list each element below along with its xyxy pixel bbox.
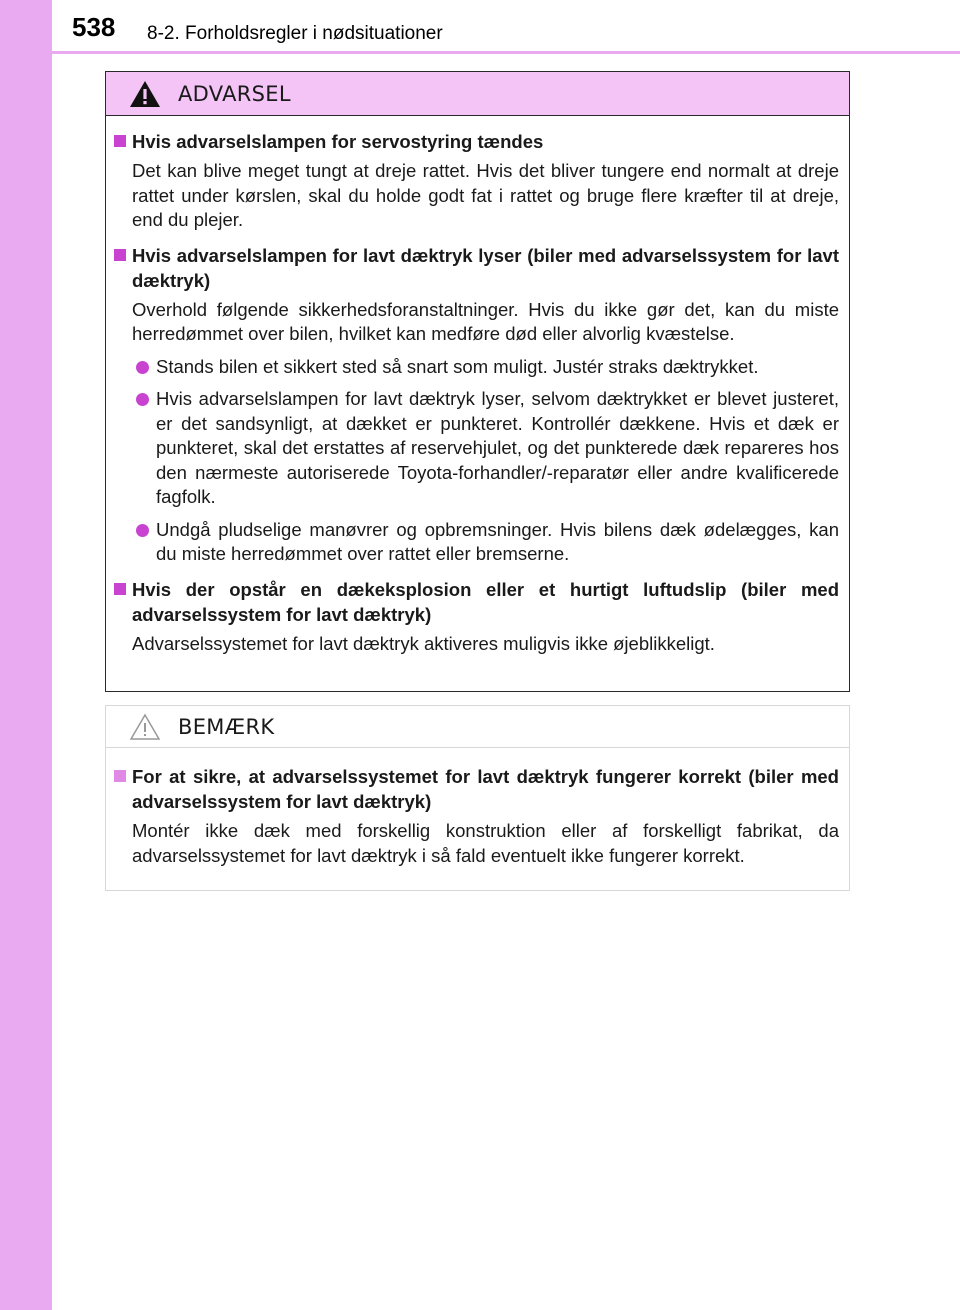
item-text: Advarselssystemet for lavt dæktryk aktiveres muligvis ikke øjeblikkeligt. xyxy=(132,632,715,654)
warning-triangle-filled-icon xyxy=(128,79,162,109)
warning-item xyxy=(112,243,839,567)
item-title: Hvis advarselslampen for servostyring tændes xyxy=(132,131,544,152)
note-box xyxy=(105,705,850,891)
side-color-band xyxy=(0,0,52,1310)
circle-bullet-icon xyxy=(136,361,149,374)
bullet-item xyxy=(112,355,839,380)
note-item xyxy=(112,764,839,868)
bullet-text: Stands bilen et sikkert sted så snart som muligt. Justér straks dæktrykket. xyxy=(156,355,759,377)
bullet-item xyxy=(112,387,839,510)
header-rule xyxy=(52,51,960,54)
bullet-text: Undgå pludselige manøvrer og opbremsninger. Hvis bilens dæk ødelægges, kan du miste herredømmet over rattet eller bremserne. xyxy=(156,518,839,564)
item-text: Det kan blive meget tungt at dreje rattet. Hvis det bliver tungere end normalt at dreje rattet under kørslen, skal du holde godt fat i rattet og bruge flere kræfter til at dreje, end du plejer. xyxy=(132,160,839,230)
warning-item xyxy=(112,129,839,233)
warning-label: ADVARSEL xyxy=(178,81,291,106)
section-title: 8-2. Forholdsregler i nødsituationer xyxy=(147,23,443,44)
item-title: For at sikre, at advarselssystemet for lavt dæktryk fungerer korrekt (biler med advarselssystem for lavt dæktryk) xyxy=(132,766,839,812)
warning-header xyxy=(106,72,849,116)
item-text: Overhold følgende sikkerhedsforanstaltninger. Hvis du ikke gør det, kan du miste herredømmet over bilen, hvilket kan medføre død eller alvorlig kvæstelse. xyxy=(132,298,839,344)
bullet-text: Hvis advarselslampen for lavt dæktryk lyser, selvom dæktrykket er blevet justeret, er det sandsynligt, at dækket er punkteret. Kontrollér dækkene. Hvis et dæk er punkteret, skal det erstattes af reservehjulet, og det punkterede dæk repareres hos den nærmeste autoriserede Toyota-forhandler/-reparatør eller andre kvalificerede fagfolk. xyxy=(156,388,839,507)
square-marker-icon xyxy=(114,583,126,595)
bullet-item xyxy=(112,518,839,567)
note-header xyxy=(106,706,849,748)
warning-item xyxy=(112,577,839,657)
square-marker-icon xyxy=(114,135,126,147)
circle-bullet-icon xyxy=(136,393,149,406)
warning-triangle-outline-icon xyxy=(128,712,162,742)
page-number: 538 xyxy=(72,12,116,42)
square-marker-icon xyxy=(114,249,126,261)
circle-bullet-icon xyxy=(136,524,149,537)
warning-box xyxy=(105,71,850,692)
item-title: Hvis advarselslampen for lavt dæktryk lyser (biler med advarselssystem for lavt dæktryk) xyxy=(132,244,839,291)
item-text: Montér ikke dæk med forskellig konstruktion eller af forskelligt fabrikat, da advarselssystemet for lavt dæktryk i så fald eventuelt ikke fungerer korrekt. xyxy=(132,820,839,866)
square-marker-icon xyxy=(114,770,126,782)
note-label: BEMÆRK xyxy=(178,714,275,739)
item-title: Hvis der opstår en dækeksplosion eller et hurtigt luftudslip (biler med advarselssystem for lavt dæktryk) xyxy=(132,578,839,625)
